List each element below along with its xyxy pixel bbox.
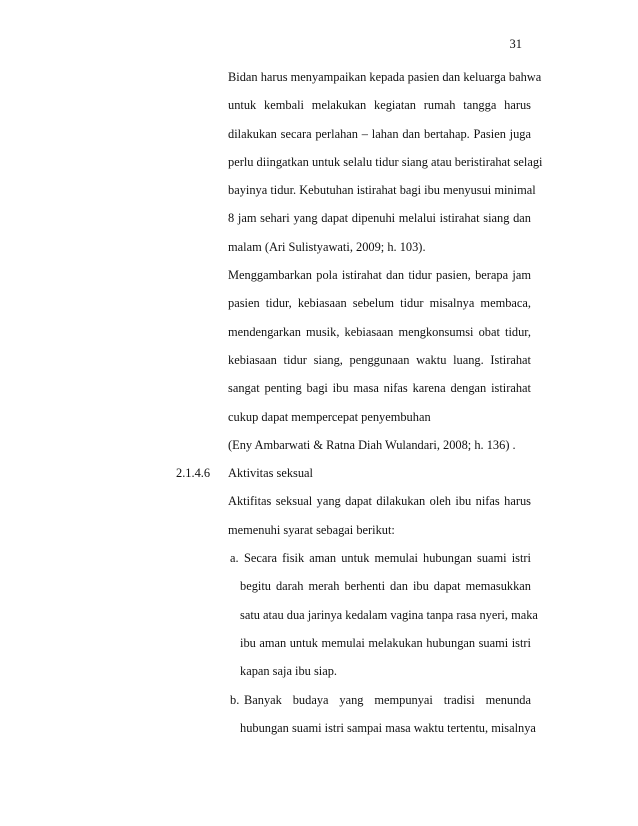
paragraph-line: dilakukan secara perlahan – lahan dan bertahap. Pasien juga bbox=[228, 126, 531, 141]
paragraph-line: bayinya tidur. Kebutuhan istirahat bagi ibu menyusui minimal bbox=[228, 183, 536, 198]
list-item-line: hubungan suami istri sampai masa waktu tertentu, misalnya bbox=[240, 720, 536, 735]
section-heading bbox=[176, 459, 531, 487]
list-item-line: satu atau dua jarinya kedalam vagina tanpa rasa nyeri, maka bbox=[240, 607, 538, 622]
paragraph-line: Bidan harus menyampaikan kepada pasien dan keluarga bahwa bbox=[228, 70, 542, 84]
paragraph-line: malam (Ari Sulistyawati, 2009; h. 103). bbox=[228, 239, 426, 254]
list-item-line: begitu darah merah berhenti dan ibu dapat memasukkan bbox=[240, 579, 531, 594]
citation-line: (Eny Ambarwati & Ratna Diah Wulandari, 2008; h. 136) . bbox=[228, 437, 516, 452]
paragraph-line: 8 jam sehari yang dapat dipenuhi melalui istirahat siang dan bbox=[228, 211, 531, 226]
paragraph-line: sangat penting bagi ibu masa nifas karena dengan istirahat bbox=[228, 381, 531, 396]
paragraph-line: kebiasaan tidur siang, penggunaan waktu luang. Istirahat bbox=[228, 352, 531, 367]
list-item-line: Banyak budaya yang mempunyai tradisi menunda bbox=[244, 692, 531, 707]
paragraph-line: pasien tidur, kebiasaan sebelum tidur misalnya membaca, bbox=[228, 296, 531, 311]
intro-line: Aktifitas seksual yang dapat dilakukan oleh ibu nifas harus bbox=[228, 494, 531, 509]
list-marker: b. bbox=[230, 692, 240, 707]
list-item-line: kapan saja ibu siap. bbox=[240, 664, 338, 679]
page-number: 31 bbox=[509, 37, 522, 51]
document-body bbox=[176, 63, 543, 742]
paragraph-line: Menggambarkan pola istirahat dan tidur pasien, berapa jam bbox=[228, 268, 531, 283]
list-item-line: Secara fisik aman untuk memulai hubungan suami istri bbox=[244, 551, 531, 566]
paragraph-line: cukup dapat mempercepat penyembuhan bbox=[228, 409, 431, 424]
list-item-line: ibu aman untuk memulai melakukan hubungan suami istri bbox=[240, 635, 531, 650]
section-title: Aktivitas seksual bbox=[228, 466, 314, 481]
section-number: 2.1.4.6 bbox=[176, 466, 211, 481]
paragraph-line: perlu diingatkan untuk selalu tidur siang atau beristirahat selagi bbox=[228, 154, 543, 169]
list-item-b bbox=[176, 686, 531, 714]
list-item-a bbox=[176, 544, 531, 572]
list-marker: a. bbox=[230, 551, 239, 566]
paragraph-line: mendengarkan musik, kebiasaan mengkonsumsi obat tidur, bbox=[228, 324, 531, 339]
paragraph-line: untuk kembali melakukan kegiatan rumah tangga harus bbox=[228, 98, 531, 113]
intro-line: memenuhi syarat sebagai berikut: bbox=[228, 522, 395, 537]
